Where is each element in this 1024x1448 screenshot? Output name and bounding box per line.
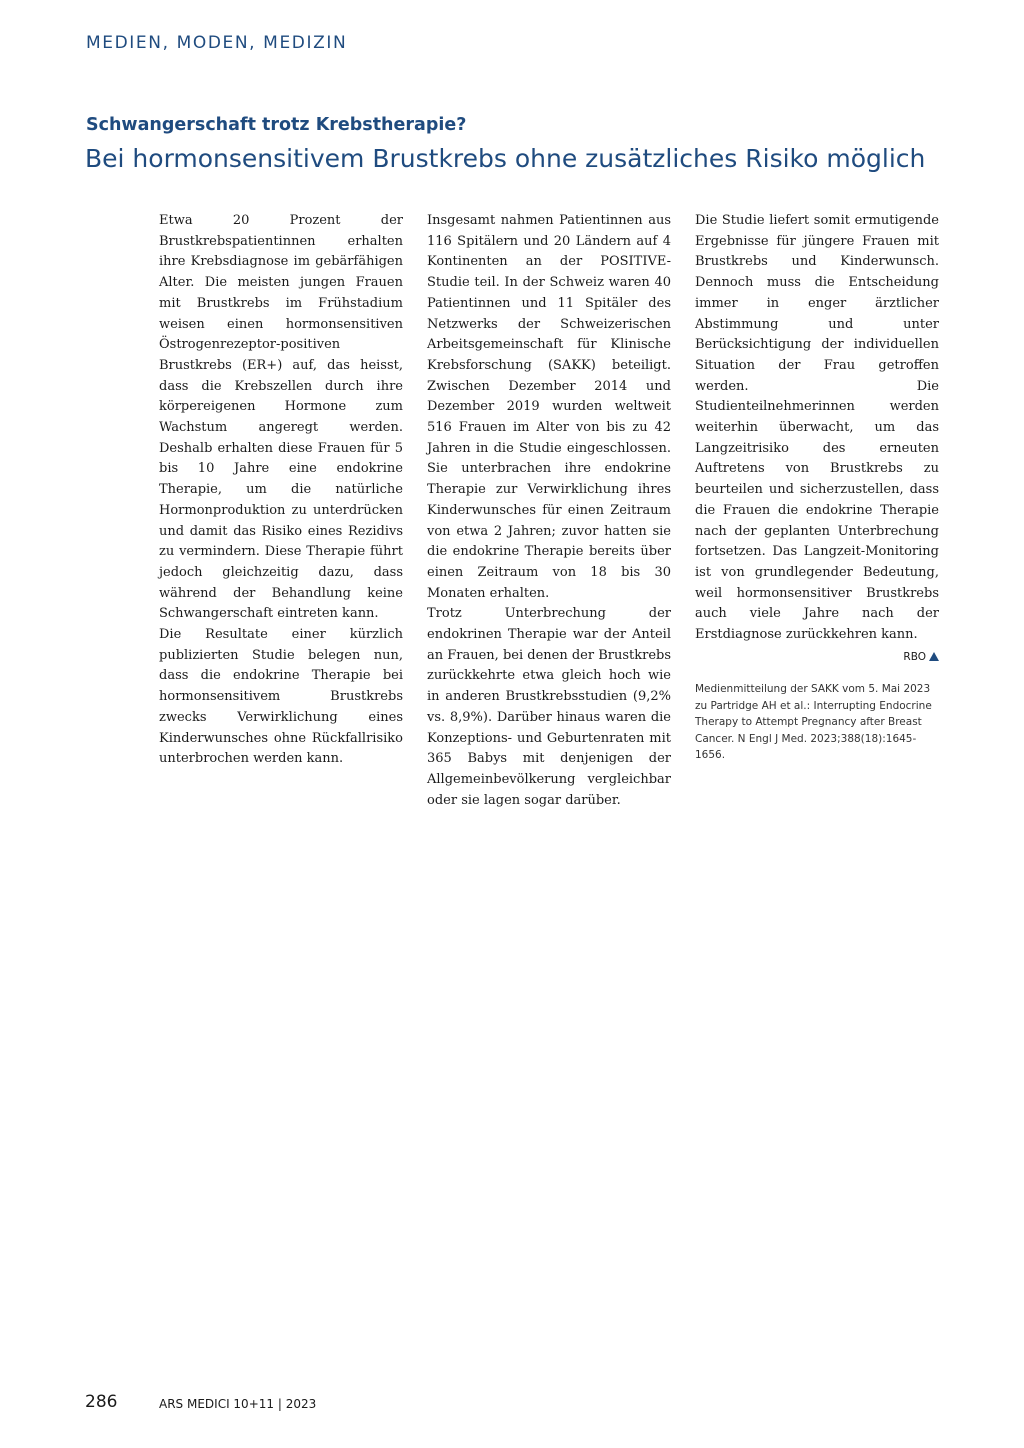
article-paragraph-5: Die Studie liefert somit ermutigende Ergebnisse für jüngere Frauen mit Brustkrebs und Kinderwunsch. Dennoch muss die Entscheidung immer in enger ärztlicher Abstimmung und unter Berücksichtigung der individuellen Situation der Frau getroffen werden. Die Studienteilnehmerinnen werden weiterhin überwacht, um das Langzeitrisiko des erneuten Auftretens von Brustkrebs zu beurteilen und sicherzustellen, dass die Frauen die endokrine Therapie nach der geplanten Unterbrechung fortsetzen. Das Langzeit-Monitoring ist von grundlegender Bedeutung, weil hormonsensitiver Brustkrebs auch viele Jahre nach der Erstdiagnose zurückkehren kann. bbox=[695, 213, 939, 643]
article-column-3 bbox=[695, 211, 939, 764]
article-paragraph-4: Trotz Unterbrechung der endokrinen Therapie war der Anteil an Frauen, bei denen der Brustkrebs zurückkehrte etwa gleich hoch wie in anderen Brustkrebsstudien (9,2% vs. 8,9%). Darüber hinaus waren die Konzeptions- und Geburtenraten mit 365 Babys mit denjenigen der Allgemeinbevölkerung vergleichbar oder sie lagen sogar darüber. bbox=[427, 606, 672, 808]
article-headline: Bei hormonsensitivem Brustkrebs ohne zusätzliches Risiko möglich bbox=[85, 144, 926, 173]
article-paragraph-1: Etwa 20 Prozent der Brustkrebspatientinnen erhalten ihre Krebsdiagnose im gebärfähigen Alter. Die meisten jungen Frauen mit Brustkrebs im Frühstadium weisen einen hormonsensitiven Östrogenrezeptor-positiven Brustkrebs (ER+) auf, das heisst, dass die Krebszellen durch ihre körpereigenen Hormone zum Wachstum angeregt werden. Deshalb erhalten diese Frauen für 5 bis 10 Jahre eine endokrine Therapie, um die natürliche Hormonproduktion zu unterdrücken und damit das Risiko eines Rezidivs zu vermindern. Diese Therapie führt jedoch gleichzeitig dazu, dass während der Behandlung keine Schwangerschaft eintreten kann. bbox=[159, 213, 403, 622]
article-column-1 bbox=[159, 211, 403, 770]
author-signature bbox=[695, 647, 939, 668]
article-paragraph-3: Insgesamt nahmen Patientinnen aus 116 Spitälern und 20 Ländern auf 4 Kontinenten an der POSITIVE-Studie teil. In der Schweiz waren 40 Patientinnen und 11 Spitäler des Netzwerks der Schweizerischen Arbeitsgemeinschaft für Klinische Krebsforschung (SAKK) beteiligt. Zwischen Dezember 2014 und Dezember 2019 wurden weltweit 516 Frauen im Alter von bis zu 42 Jahren in die Studie eingeschlossen. Sie unterbrachen ihre endokrine Therapie zur Verwirklichung ihres Kinderwunsches für einen Zeitraum von etwa 2 Jahren; zuvor hatten sie die endokrine Therapie bereits über einen Zeitraum von 18 bis 30 Monaten erhalten. bbox=[427, 213, 671, 601]
article-column-2 bbox=[427, 211, 671, 811]
page-number: 286 bbox=[85, 1392, 118, 1412]
article-kicker: Schwangerschaft trotz Krebstherapie? bbox=[86, 115, 467, 135]
source-note: Medienmitteilung der SAKK vom 5. Mai 2023 zu Partridge AH et al.: Interrupting Endocrine Therapy to Attempt Pregnancy after Breast Cancer. N Engl J Med. 2023;388(18):1645-1656. bbox=[695, 683, 932, 762]
triangle-up-icon bbox=[929, 652, 939, 661]
journal-footer: ARS MEDICI 10+11 | 2023 bbox=[159, 1397, 317, 1411]
article-paragraph-2: Die Resultate einer kürzlich publizierten Studie belegen nun, dass die endokrine Therapie bei hormonsensitivem Brustkrebs zwecks Verwirklichung eines Kinderwunsches ohne Rückfallrisiko unterbrochen werden kann. bbox=[159, 627, 403, 767]
section-header: MEDIEN, MODEN, MEDIZIN bbox=[86, 33, 348, 53]
author-initials: RBO bbox=[903, 650, 926, 663]
